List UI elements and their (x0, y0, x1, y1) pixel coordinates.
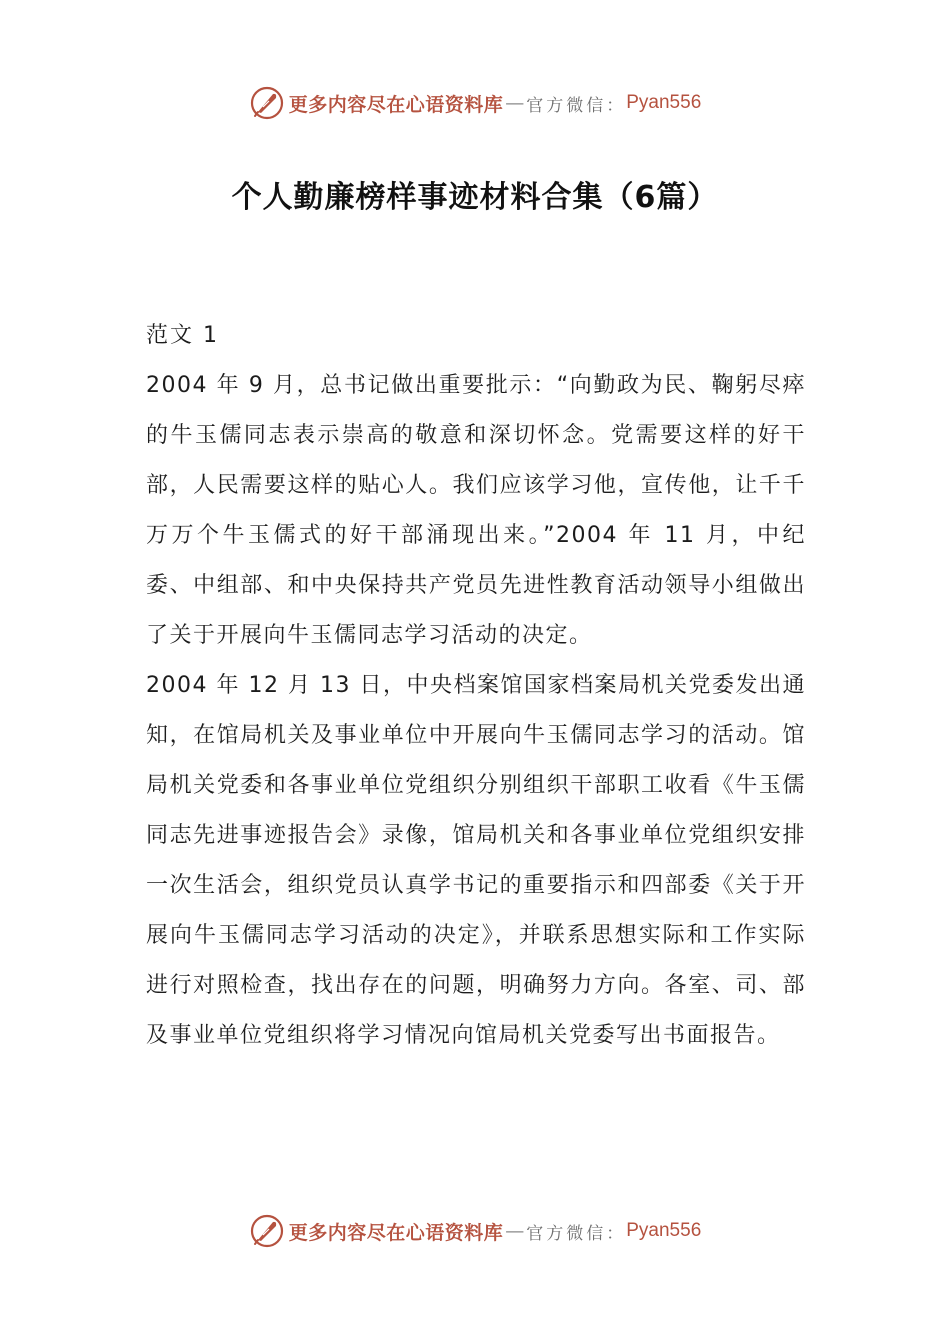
wechat-id: Pyan556 (626, 92, 702, 113)
document-title: 个人勤廉榜样事迹材料合集（6篇） (231, 180, 719, 215)
quill-pen-icon (249, 85, 285, 121)
wechat-label: 官方微信： (526, 1223, 627, 1244)
watermark-brand: 更多内容尽在心语资料库 (288, 93, 504, 116)
paragraph-2: 2004 年 12 月 13 日，中央档案馆国家档案局机关党委发出通知，在馆局机关及事业单位中开展向牛玉儒同志学习的活动。馆局机关党委和各事业单位党组织分别组织干部职工收看《牛玉儒同志先进事迹报告会》录像，馆局机关和各事业单位党组织安排一次生活会，组织党员认真学书记的重要指示和四部委《关于开展向牛玉儒同志学习活动的决定》，并联系思想实际和工作实际进行对照检查，找出存在的问题，明确努力方向。各室、司、部及事业单位党组织将学习情况向馆局机关党委写出书面报告。 (146, 673, 806, 1048)
footer-watermark (0, 1211, 950, 1251)
watermark-brand: 更多内容尽在心语资料库 (288, 1221, 504, 1244)
watermark-dash: — (505, 92, 525, 114)
paragraph-1: 2004 年 9 月，总书记做出重要批示：“向勤政为民、鞠躬尽瘁的牛玉儒同志表示崇高的敬意和深切怀念。党需要这样的好干部，人民需要这样的贴心人。我们应该学习他，宣传他，让千千万万个牛玉儒式的好干部涌现出来。”2004 年 11 月，中纪委、中组部、和中央保持共产党员先进性教育活动领导小组做出了关于开展向牛玉儒同志学习活动的决定。 (146, 373, 806, 648)
header-watermark (0, 83, 950, 123)
document-body (146, 311, 806, 1061)
quill-pen-icon (249, 1213, 285, 1249)
wechat-id: Pyan556 (626, 1220, 702, 1241)
section-heading: 范文 1 (146, 323, 219, 348)
watermark-dash: — (505, 1220, 525, 1242)
wechat-label: 官方微信： (526, 95, 627, 116)
